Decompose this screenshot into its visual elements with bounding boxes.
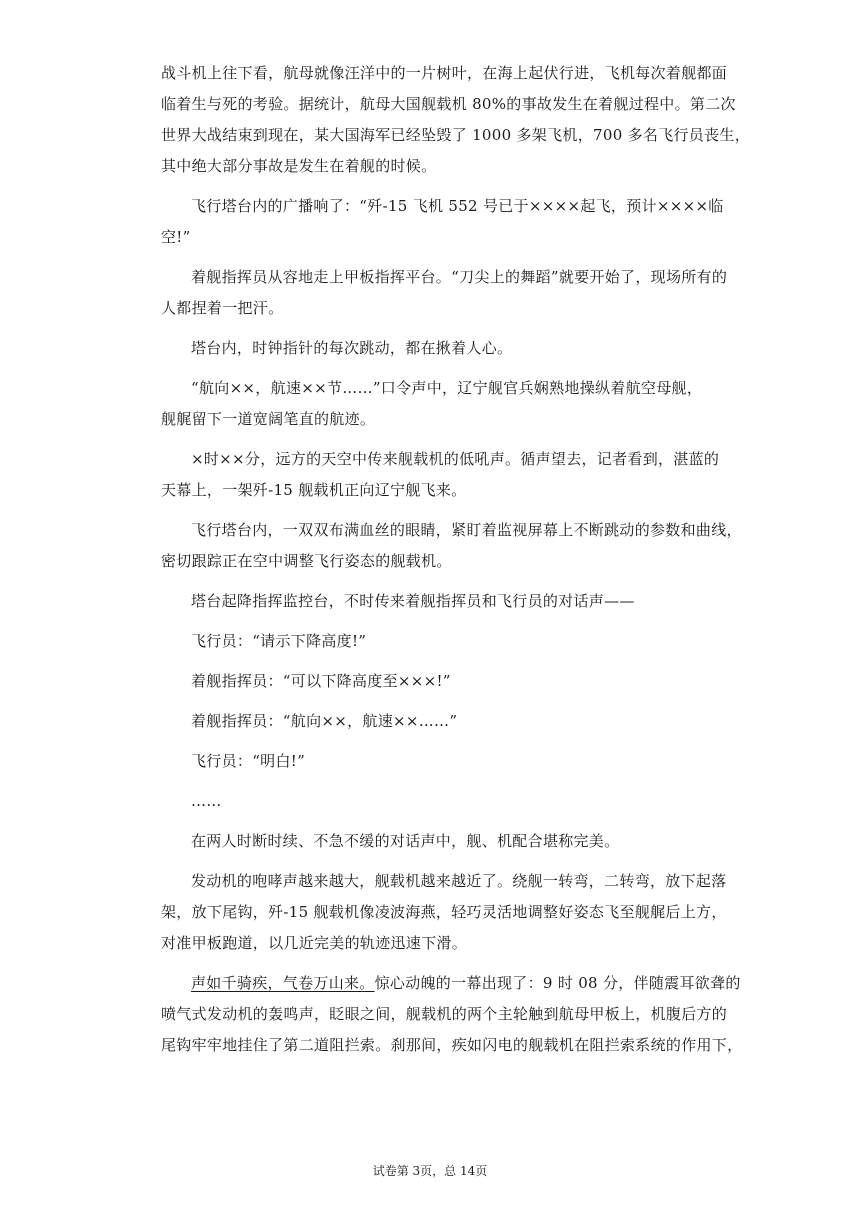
paragraph-line: 架，放下尾钩，歼-15 舰载机像凌波海燕，轻巧灵活地调整好姿态飞至舰艉后上方， [161, 903, 727, 921]
paragraph-9 [161, 626, 731, 657]
paragraph-line: 战斗机上往下看，航母就像汪洋中的一片树叶，在海上起伏行进，飞机每次着舰都面 [161, 64, 728, 82]
document-body [161, 58, 751, 1070]
paragraph-line: 在两人时断时续、不急不缓的对话声中，舰、机配合堪称完美。 [191, 832, 620, 850]
paragraph-line: 发动机的咆哮声越来越大，舰载机越来越近了。绕舰一转弯，二转弯，放下起落 [191, 872, 727, 890]
paragraph-line: ×时××分，远方的天空中传来舰载机的低吼声。循声望去，记者看到，湛蓝的 [191, 450, 720, 468]
paragraph-14 [161, 826, 731, 857]
paragraph-line: 塔台起降指挥监控台，不时传来着舰指挥员和飞行员的对话声—— [191, 592, 635, 610]
paragraph-15 [161, 866, 731, 959]
last-paragraph-line-2: 喷气式发动机的轰鸣声，眨眼之间，舰载机的两个主轮触到航母甲板上，机腹后方的 [161, 1005, 728, 1023]
paragraph-line: 空!” [161, 228, 191, 246]
paragraph-7 [161, 515, 742, 577]
paragraph-1 [161, 58, 751, 182]
paragraph-13 [161, 786, 731, 817]
paragraph-3 [161, 262, 731, 324]
paragraph-last [161, 968, 743, 1061]
paragraph-container [161, 58, 751, 959]
paragraph-line: 飞行塔台内，一双双布满血丝的眼睛，紧盯着监视屏幕上不断跳动的参数和曲线， [191, 521, 742, 539]
paragraph-2 [161, 191, 731, 253]
paragraph-line: 天幕上，一架歼-15 舰载机正向辽宁舰飞来。 [161, 481, 467, 499]
paragraph-line: 对准甲板跑道，以几近完美的轨迹迅速下滑。 [161, 934, 468, 952]
paragraph-line: 密切跟踪正在空中调整飞行姿态的舰载机。 [161, 552, 452, 570]
last-paragraph-line-1-rest: 惊心动魄的一幕出现了：9 时 08 分，伴随震耳欲聋的 [374, 974, 741, 992]
paragraph-line: “航向××，航速××节……”口令声中，辽宁舰官兵娴熟地操纵着航空母舰， [191, 379, 703, 397]
paragraph-line: 临着生与死的考验。据统计，航母大国舰载机 80%的事故发生在着舰过程中。第二次 [161, 95, 736, 113]
paragraph-line: 飞行员：“请示下降高度!” [191, 632, 367, 650]
paragraph-10 [161, 666, 731, 697]
paragraph-line: 其中绝大部分事故是发生在着舰的时候。 [161, 157, 437, 175]
paragraph-6 [161, 444, 731, 506]
paragraph-5 [161, 373, 731, 435]
paragraph-line: 着舰指挥员从容地走上甲板指挥平台。“刀尖上的舞蹈”就要开始了，现场所有的 [191, 268, 728, 286]
paragraph-line: …… [191, 792, 222, 810]
last-paragraph-line-3: 尾钩牢牢地挂住了第二道阻拦索。刹那间，疾如闪电的舰载机在阻拦索系统的作用下， [161, 1036, 743, 1054]
paragraph-line: 人都捏着一把汗。 [161, 299, 284, 317]
paragraph-11 [161, 706, 731, 737]
paragraph-line: 着舰指挥员：“航向××，航速××……” [191, 712, 458, 730]
paragraph-line: 塔台内，时钟指针的每次跳动，都在揪着人心。 [191, 339, 513, 357]
paragraph-line: 飞行员：“明白!” [191, 752, 306, 770]
paragraph-line: 世界大战结束到现在，某大国海军已经坠毁了 1000 多架飞机，700 多名飞行员丧生， [161, 126, 751, 144]
paragraph-line: 着舰指挥员：“可以下降高度至×××!” [191, 672, 451, 690]
page-footer: 试卷第 3页，总 14页 [372, 1164, 488, 1178]
paragraph-12 [161, 746, 731, 777]
paragraph-8 [161, 586, 731, 617]
paragraph-line: 飞行塔台内的广播响了：“歼-15 飞机 552 号已于××××起飞，预计××××临 [191, 197, 724, 215]
paragraph-line: 舰艉留下一道宽阔笔直的航迹。 [161, 410, 376, 428]
paragraph-4 [161, 333, 731, 364]
underlined-phrase: 声如千骑疾，气卷万山来。 [191, 974, 375, 992]
